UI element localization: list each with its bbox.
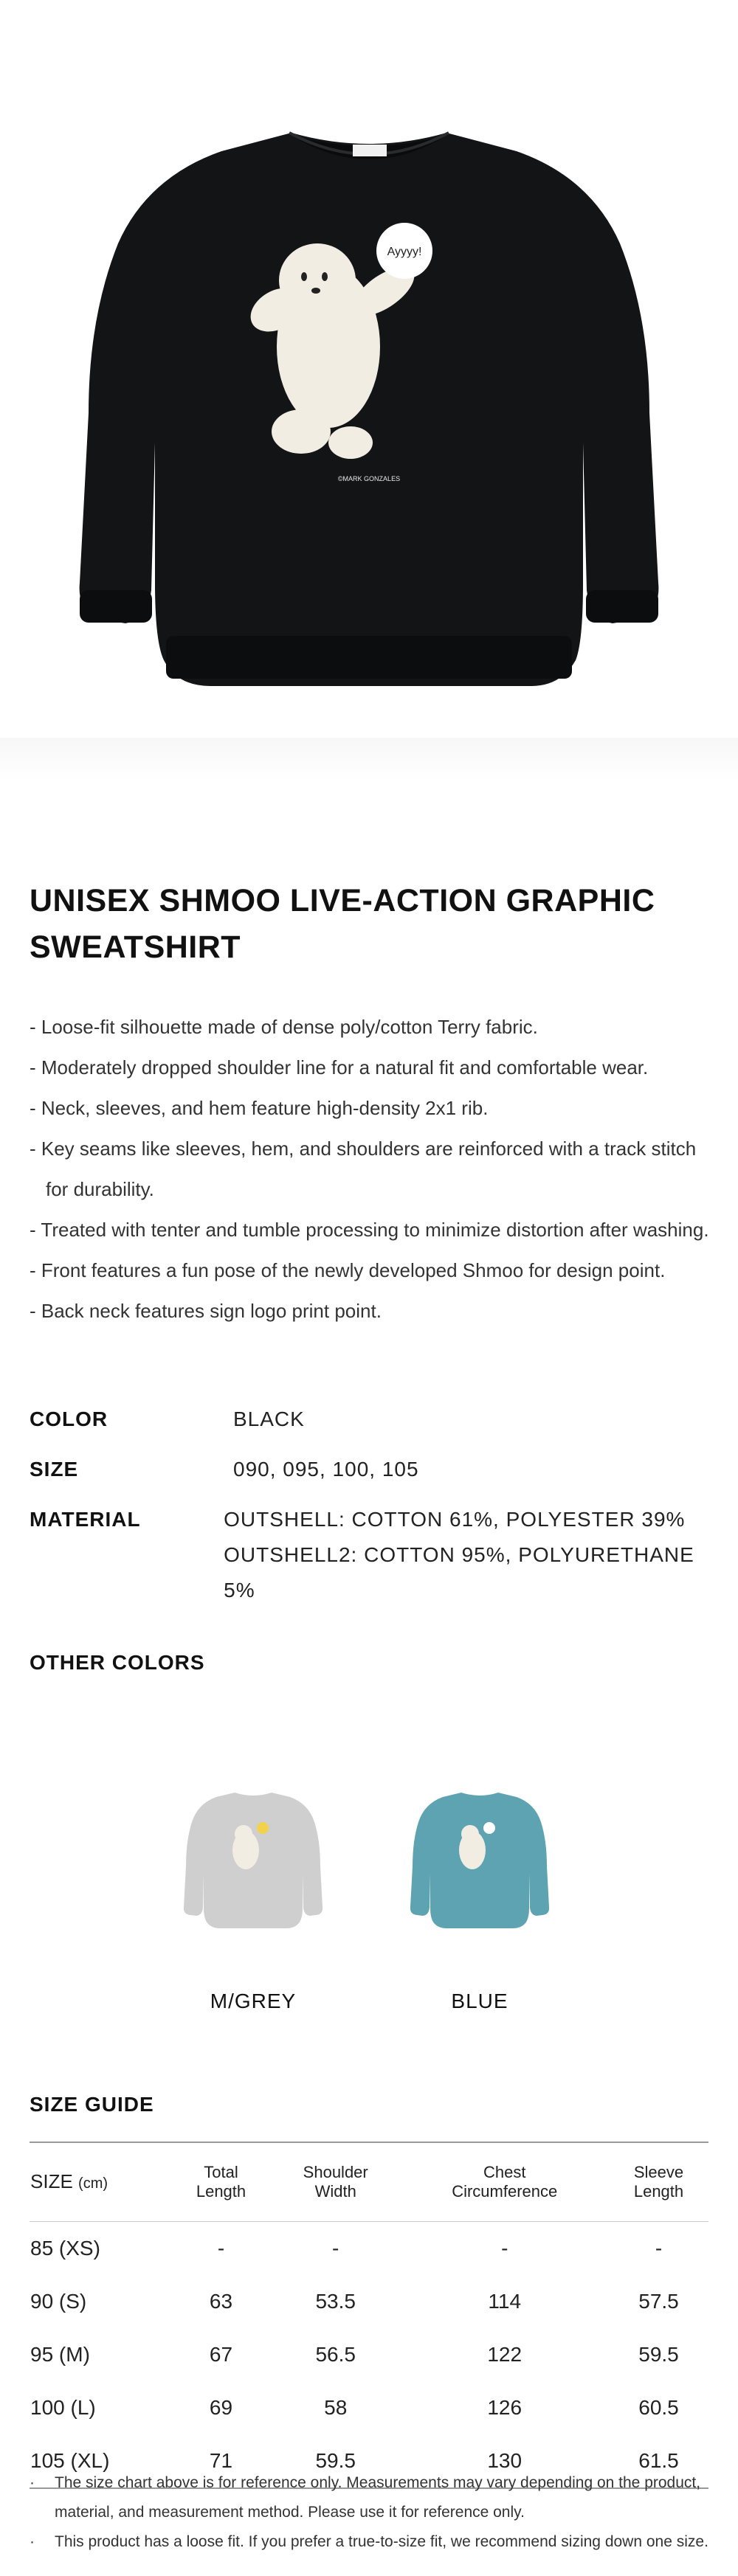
column-header: Shoulder Width: [303, 2163, 368, 2201]
note-item: [30, 2527, 716, 2557]
note-bullet: ·: [30, 2533, 35, 2550]
column-header: Sleeve Length: [633, 2163, 684, 2201]
size-cell: 85 (XS): [30, 2237, 100, 2260]
value-cell: -: [217, 2237, 225, 2260]
value-cell: 114: [488, 2290, 522, 2313]
value-cell: -: [655, 2237, 663, 2260]
note-item: [30, 2468, 716, 2527]
spec-color: [30, 1402, 708, 1437]
note-text: This product has a loose fit. If you prefer a true-to-size fit, we recommend sizing down one size.: [55, 2533, 708, 2550]
material-line: OUTSHELL: COTTON 61%, POLYESTER 39%: [224, 1508, 686, 1531]
value-cell: 122: [487, 2343, 523, 2366]
note-text: The size chart above is for reference only. Measurements may vary depending on the product, material, and measurement method. Please use it for reference only.: [55, 2474, 701, 2521]
feature-item: - Back neck features sign logo print point.: [30, 1300, 382, 1322]
sweatshirt-illustration: [0, 0, 738, 738]
table-row: [30, 2328, 708, 2381]
spec-label: MATERIAL: [30, 1508, 141, 1531]
value-cell: 130: [487, 2449, 523, 2472]
value-cell: 60.5: [638, 2396, 679, 2419]
other-colors-heading: OTHER COLORS: [30, 1651, 205, 1674]
value-cell: -: [501, 2237, 508, 2260]
color-name: M/GREY: [210, 1990, 297, 2012]
color-option-blue[interactable]: [395, 1763, 565, 2013]
product-hero-image: [0, 0, 738, 738]
value-cell: 56.5: [315, 2343, 356, 2366]
size-cell: 95 (M): [30, 2343, 90, 2366]
size-column-header: SIZE (cm): [30, 2170, 108, 2192]
size-cell: 105 (XL): [30, 2449, 110, 2472]
size-guide-table: [30, 2142, 708, 2489]
value-cell: 59.5: [315, 2449, 356, 2472]
spec-label: COLOR: [30, 1408, 108, 1430]
value-cell: 67: [209, 2343, 233, 2366]
feature-item: - Neck, sleeves, and hem feature high-density 2x1 rib.: [30, 1097, 489, 1119]
value-cell: 126: [487, 2396, 523, 2419]
bubble-text: Ayyyy!: [387, 246, 422, 258]
feature-item: - Moderately dropped shoulder line for a natural fit and comfortable wear.: [30, 1056, 649, 1078]
size-cell: 100 (L): [30, 2396, 96, 2419]
value-cell: -: [332, 2237, 339, 2260]
feature-item: - Front features a fun pose of the newly developed Shmoo for design point.: [30, 1259, 666, 1281]
color-option-grey[interactable]: [168, 1763, 338, 2013]
spec-label: SIZE: [30, 1458, 79, 1481]
value-cell: 58: [324, 2396, 348, 2419]
table-row: [30, 2381, 708, 2434]
value-cell: 63: [209, 2290, 233, 2313]
blue-sweatshirt-thumbnail[interactable]: [395, 1763, 565, 1933]
size-guide-heading: SIZE GUIDE: [30, 2093, 154, 2116]
feature-item: - Loose-fit silhouette made of dense poly/cotton Terry fabric.: [30, 1016, 538, 1038]
material-line: OUTSHELL2: COTTON 95%, POLYURETHANE 5%: [224, 1543, 694, 1602]
value-cell: 69: [209, 2396, 233, 2419]
note-bullet: ·: [30, 2474, 35, 2491]
size-guide-header-row: [30, 2142, 708, 2222]
grey-sweatshirt-thumbnail[interactable]: [168, 1763, 338, 1933]
product-title: UNISEX SHMOO LIVE-ACTION GRAPHIC SWEATSHIRT: [30, 883, 655, 965]
value-cell: 61.5: [638, 2449, 679, 2472]
size-cell: 90 (S): [30, 2290, 87, 2313]
value-cell: 57.5: [638, 2290, 679, 2313]
print-caption: ©MARK GONZALES: [337, 475, 401, 482]
feature-list: [30, 1007, 723, 1332]
table-row: [30, 2275, 708, 2328]
spec-value: 090, 095, 100, 105: [233, 1458, 419, 1481]
column-header: Total Length: [196, 2163, 246, 2201]
value-cell: 53.5: [315, 2290, 356, 2313]
spec-value: BLACK: [233, 1408, 305, 1430]
column-header: Chest Circumference: [452, 2163, 558, 2201]
value-cell: 71: [209, 2449, 233, 2472]
hero-divider: [0, 738, 738, 782]
size-notes: [30, 2468, 716, 2557]
feature-item: - Treated with tenter and tumble processing to minimize distortion after washing.: [30, 1219, 709, 1241]
spec-list: [30, 1402, 708, 1623]
spec-size: [30, 1452, 708, 1487]
feature-item: - Key seams like sleeves, hem, and shoulders are reinforced with a track stitch for durability.: [30, 1138, 697, 1200]
spec-material: [30, 1502, 708, 1608]
spec-value: [224, 1502, 708, 1608]
table-row: [30, 2222, 708, 2276]
value-cell: 59.5: [638, 2343, 679, 2366]
color-name: BLUE: [451, 1990, 508, 2012]
